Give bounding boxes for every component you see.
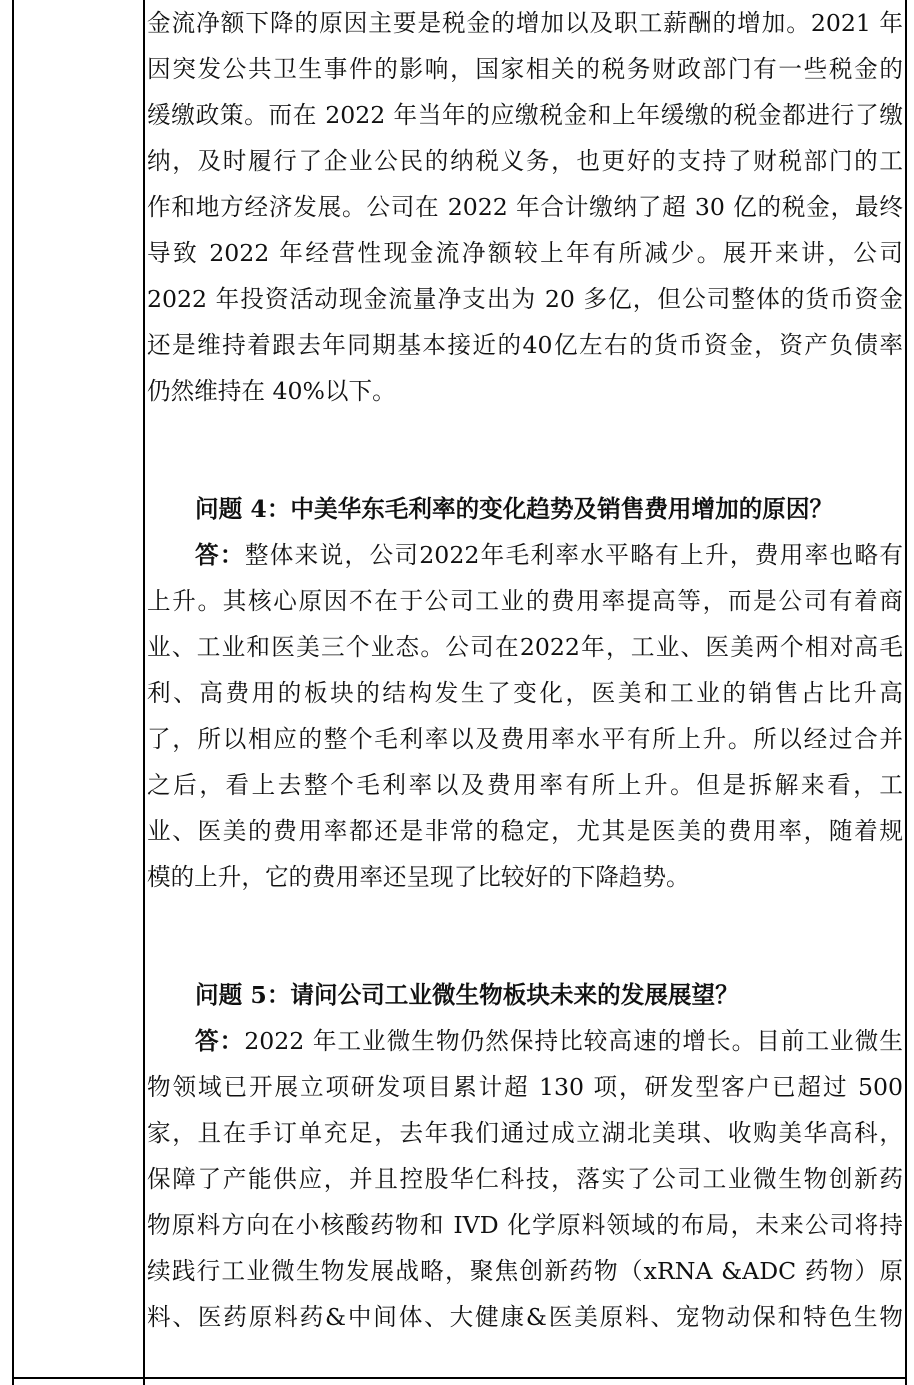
answer-label: 答： bbox=[195, 1027, 245, 1055]
text-line: 料、医药原料药&中间体、大健康&医美原料、宠物动保和特色生物 bbox=[147, 1303, 903, 1331]
question-4-heading: 问题 4：中美华东毛利率的变化趋势及销售费用增加的原因？ bbox=[195, 495, 834, 523]
table-border-middle bbox=[143, 0, 145, 1385]
text-line: 家，且在手订单充足，去年我们通过成立湖北美琪、收购美华高科， bbox=[147, 1119, 903, 1147]
table-border-right bbox=[905, 0, 907, 1385]
cashflow-paragraph bbox=[147, 0, 903, 414]
question-5-heading: 问题 5：请问公司工业微生物板块未来的发展展望？ bbox=[195, 981, 739, 1009]
text-line: 业、医美的费用率都还是非常的稳定，尤其是医美的费用率，随着规 bbox=[147, 817, 903, 845]
text-line: 物原料方向在小核酸药物和 IVD 化学原料领域的布局，未来公司将持 bbox=[147, 1211, 903, 1239]
spacer bbox=[147, 414, 903, 460]
text-line: 作和地方经济发展。公司在 2022 年合计缴纳了超 30 亿的税金，最终 bbox=[147, 193, 903, 221]
answer-text: 整体来说，公司2022年毛利率水平略有上升，费用率也略有 bbox=[244, 541, 903, 569]
text-line: 导致 2022 年经营性现金流净额较上年有所减少。展开来讲，公司 bbox=[147, 239, 903, 267]
answer-label: 答： bbox=[195, 541, 245, 569]
text-line: 纳，及时履行了企业公民的纳税义务，也更好的支持了财税部门的工 bbox=[147, 147, 903, 175]
text-line: 仍然维持在 40%以下。 bbox=[147, 377, 396, 405]
answer-text: 2022 年工业微生物仍然保持比较高速的增长。目前工业微生 bbox=[244, 1027, 903, 1055]
table-border-bottom bbox=[12, 1377, 907, 1379]
text-line: 了，所以相应的整个毛利率以及费用率水平有所上升。所以经过合并 bbox=[147, 725, 903, 753]
text-line: 物领域已开展立项研发项目累计超 130 项，研发型客户已超过 500 bbox=[147, 1073, 903, 1101]
text-line: 续践行工业微生物发展战略，聚焦创新药物（xRNA &ADC 药物）原 bbox=[147, 1257, 903, 1285]
answer-first-line bbox=[147, 532, 903, 578]
text-line: 保障了产能供应，并且控股华仁科技，落实了公司工业微生物创新药 bbox=[147, 1165, 903, 1193]
text-line: 模的上升，它的费用率还呈现了比较好的下降趋势。 bbox=[147, 863, 690, 891]
text-line: 金流净额下降的原因主要是税金的增加以及职工薪酬的增加。2021 年 bbox=[147, 9, 903, 37]
text-line: 还是维持着跟去年同期基本接近的40亿左右的货币资金，资产负债率 bbox=[147, 331, 903, 359]
text-line: 2022 年投资活动现金流量净支出为 20 多亿，但公司整体的货币资金 bbox=[147, 285, 903, 313]
answer-5-paragraph bbox=[147, 1018, 903, 1340]
answer-first-line bbox=[147, 1018, 903, 1064]
text-line: 因突发公共卫生事件的影响，国家相关的税务财政部门有一些税金的 bbox=[147, 55, 903, 83]
text-line: 业、工业和医美三个业态。公司在2022年，工业、医美两个相对高毛 bbox=[147, 633, 903, 661]
text-line: 缓缴政策。而在 2022 年当年的应缴税金和上年缓缴的税金都进行了缴 bbox=[147, 101, 903, 129]
table-border-left bbox=[12, 0, 14, 1385]
table-content-cell bbox=[147, 0, 903, 1340]
spacer bbox=[147, 900, 903, 946]
text-line: 利、高费用的板块的结构发生了变化，医美和工业的销售占比升高 bbox=[147, 679, 903, 707]
text-line: 上升。其核心原因不在于公司工业的费用率提高等，而是公司有着商 bbox=[147, 587, 903, 615]
text-line: 之后，看上去整个毛利率以及费用率有所上升。但是拆解来看，工 bbox=[147, 771, 903, 799]
answer-4-paragraph bbox=[147, 532, 903, 900]
